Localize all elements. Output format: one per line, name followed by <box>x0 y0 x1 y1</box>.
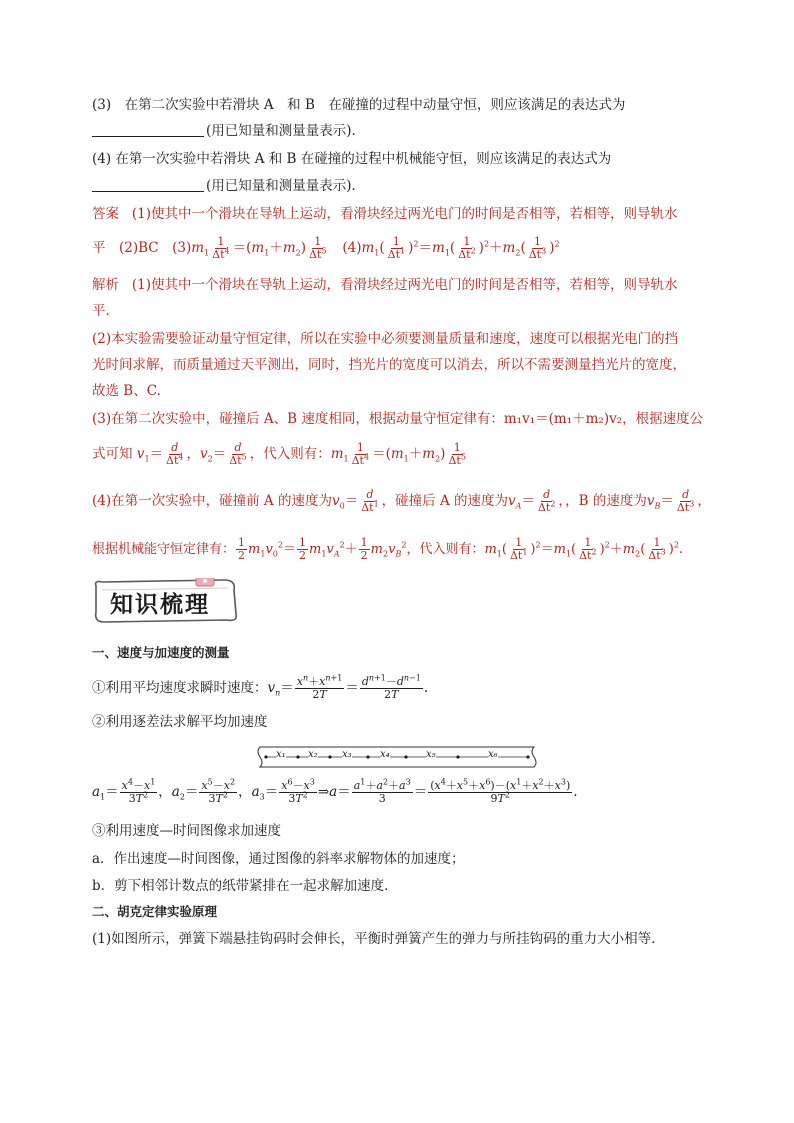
analysis-p4b: 根据机械能守恒定律有： $\frac{1}{2}$ $m_1v_0^2=$ $\frac{1}{2}$ $m_1v_A^2+$ $\frac{1}{2}$ $m_2v_B^2$，代入则有：$m_1$( $\frac{1}{\Delta t^1}$ )$^2=m_1$( $\frac{1}{\Delta t^2}$ )$^2+m_2$( $\frac{1}{\Delta t^3}$ )$^2$. <box>92 536 684 562</box>
analysis-p4b-prefix: 根据机械能守恒定律有： <box>92 542 236 557</box>
tape-label: x₂ <box>308 749 318 760</box>
analysis-p3b-prefix: 式可知 <box>92 446 133 462</box>
question-3-line1: (3) 在第二次实验中若滑块 A 和 B 在碰撞的过程中动量守恒，则应该满足的表达式为 <box>92 97 626 113</box>
answer-q4-prefix: (4) <box>342 240 362 256</box>
answer-blank[interactable] <box>92 124 204 137</box>
section-banner <box>92 578 242 624</box>
knowledge-heading-1: 一、速度与加速度的测量 <box>92 645 230 660</box>
answer-line1 <box>92 205 704 223</box>
tape-label: x₃ <box>342 749 352 760</box>
analysis-p3b: 式可知 $v_1=$ $\frac{d}{\Delta t^4}$ ，$v_2=$ $\frac{d}{\Delta t^5}$ ，代入则有：$m_1$ $\frac{1}{\Delta t^4}$ $=(m_1+m_2)$ $\frac{1}{\Delta t^5}$ <box>92 441 466 467</box>
question-3-hint: (用已知量和测量量表示)． <box>206 123 366 139</box>
analysis-p2b: 光时间求解，而质量通过天平测出，同时，挡光片的宽度可以消去，所以不需要测量挡光片的宽度， <box>92 357 686 373</box>
analysis-line1 <box>92 276 704 294</box>
analysis-p4b-mid: ，代入则有： <box>406 542 485 557</box>
analysis-label: 解析 <box>92 277 119 293</box>
knowledge-item-2: ②利用逐差法求解平均加速度 <box>92 714 268 730</box>
analysis-p4a: (4)在第一次实验中，碰撞前 A 的速度为$v_0=$ $\frac{d}{\Delta t^1}$ ，碰撞后 A 的速度为$v_A=$ $\frac{d}{\Delta t^2}$ ，，B 的速度为$v_B=$ $\frac{d}{\Delta t^3}$ ， <box>92 488 711 514</box>
question-4-line1: (4) 在第一次实验中若滑块 A 和 B 在碰撞的过程中机械能守恒，则应该满足的表达式为 <box>92 151 612 167</box>
answer-text-1: (1)使其中一个滑块在导轨上运动，看滑块经过两光电门的时间是否相等，若相等，则导轨水 <box>131 206 678 222</box>
knowledge-a-line: a．作出速度—时间图像，通过图像的斜率求解物体的加速度； <box>92 851 465 867</box>
analysis-p1a: (1)使其中一个滑块在导轨上运动，看滑块经过两光电门的时间是否相等，若相等，则导轨水 <box>131 277 678 293</box>
analysis-p2c: 故选 B、C. <box>92 383 161 399</box>
analysis-p3b-mid: ，代入则有： <box>249 446 331 462</box>
knowledge-item-1-text: ①利用平均速度求瞬时速度： <box>92 680 268 696</box>
analysis-p4a-prefix: (4)在第一次实验中，碰撞前 A 的速度为 <box>92 493 332 509</box>
knowledge-item-1: ①利用平均速度求瞬时速度：$v_n=$ $\frac{x^n+x^{n+1}}{2T}$ ＝ $\frac{d^{n+1}-d^{n-1}}{2T}$ . <box>92 673 429 701</box>
analysis-p3a: (3)在第二次实验中，碰撞后 A、B 速度相同，根据动量守恒定律有：m₁v₁＝(m₁＋m₂)v₂，根据速度公 <box>92 411 704 427</box>
answer-blank[interactable] <box>92 179 204 192</box>
question-3-line2 <box>92 122 704 140</box>
hooke-principle: (1)如图所示，弹簧下端悬挂钩码时会伸长，平衡时弹簧产生的弹力与所挂钩码的重力大小相等． <box>92 931 665 947</box>
knowledge-b-line: b．剪下相邻计数点的纸带紧排在一起求解加速度． <box>92 878 398 894</box>
section-title: 知识梳理 <box>110 592 210 618</box>
analysis-p1b: 平． <box>92 303 119 319</box>
analysis-p4a-mid2: ，B 的速度为 <box>565 493 647 509</box>
question-4-hint: (用已知量和测量量表示)． <box>206 178 366 194</box>
tape-label: x₄ <box>380 749 390 760</box>
tape-label: x₆ <box>488 749 498 760</box>
analysis-p4a-mid1: ，碰撞后 A 的速度为 <box>381 493 509 509</box>
tape-label: x₅ <box>426 749 436 760</box>
question-4-line2 <box>92 177 704 195</box>
tape-label: x₁ <box>276 749 286 760</box>
answer-text-2: 平 (2)BC (3) <box>92 240 192 256</box>
knowledge-heading-2: 二、胡克定律实验原理 <box>92 904 218 919</box>
answer-label: 答案 <box>92 206 119 222</box>
analysis-p2a: (2)本实验需要验证动量守恒定律，所以在实验中必须要测量质量和速度，速度可以根据光电门的挡 <box>92 331 679 347</box>
paper-tape-diagram <box>256 745 538 769</box>
acceleration-formula: $a_1=$ $\frac{x^4-x^1}{3T^2}$ ，$a_2=$ $\frac{x^5-x^2}{3T^2}$ ，$a_3=$ $\frac{x^6-x^3}{3T^2}$ ⇒a＝ $\frac{a^1+a^2+a^3}{3}$ ＝ $\frac{(x^4+x^5+x^6)-(x^1+x^2+x^3)}{9T^2}$ . <box>92 777 578 805</box>
knowledge-item-3: ③利用速度—时间图像求加速度 <box>92 823 281 839</box>
answer-line2: 平 (2)BC $(3)m_1$ $\frac{1}{\Delta t^4}$ $=(m_1+m_2)$ $\frac{1}{\Delta t^5}$ $(4)m_1$( $\frac{1}{\Delta t^1}$ )$^2=m_1$( $\frac{1}{\Delta t^2}$ )$^2+m_2$( $\frac{1}{\Delta t^3}$ )$^2$ <box>92 235 560 261</box>
